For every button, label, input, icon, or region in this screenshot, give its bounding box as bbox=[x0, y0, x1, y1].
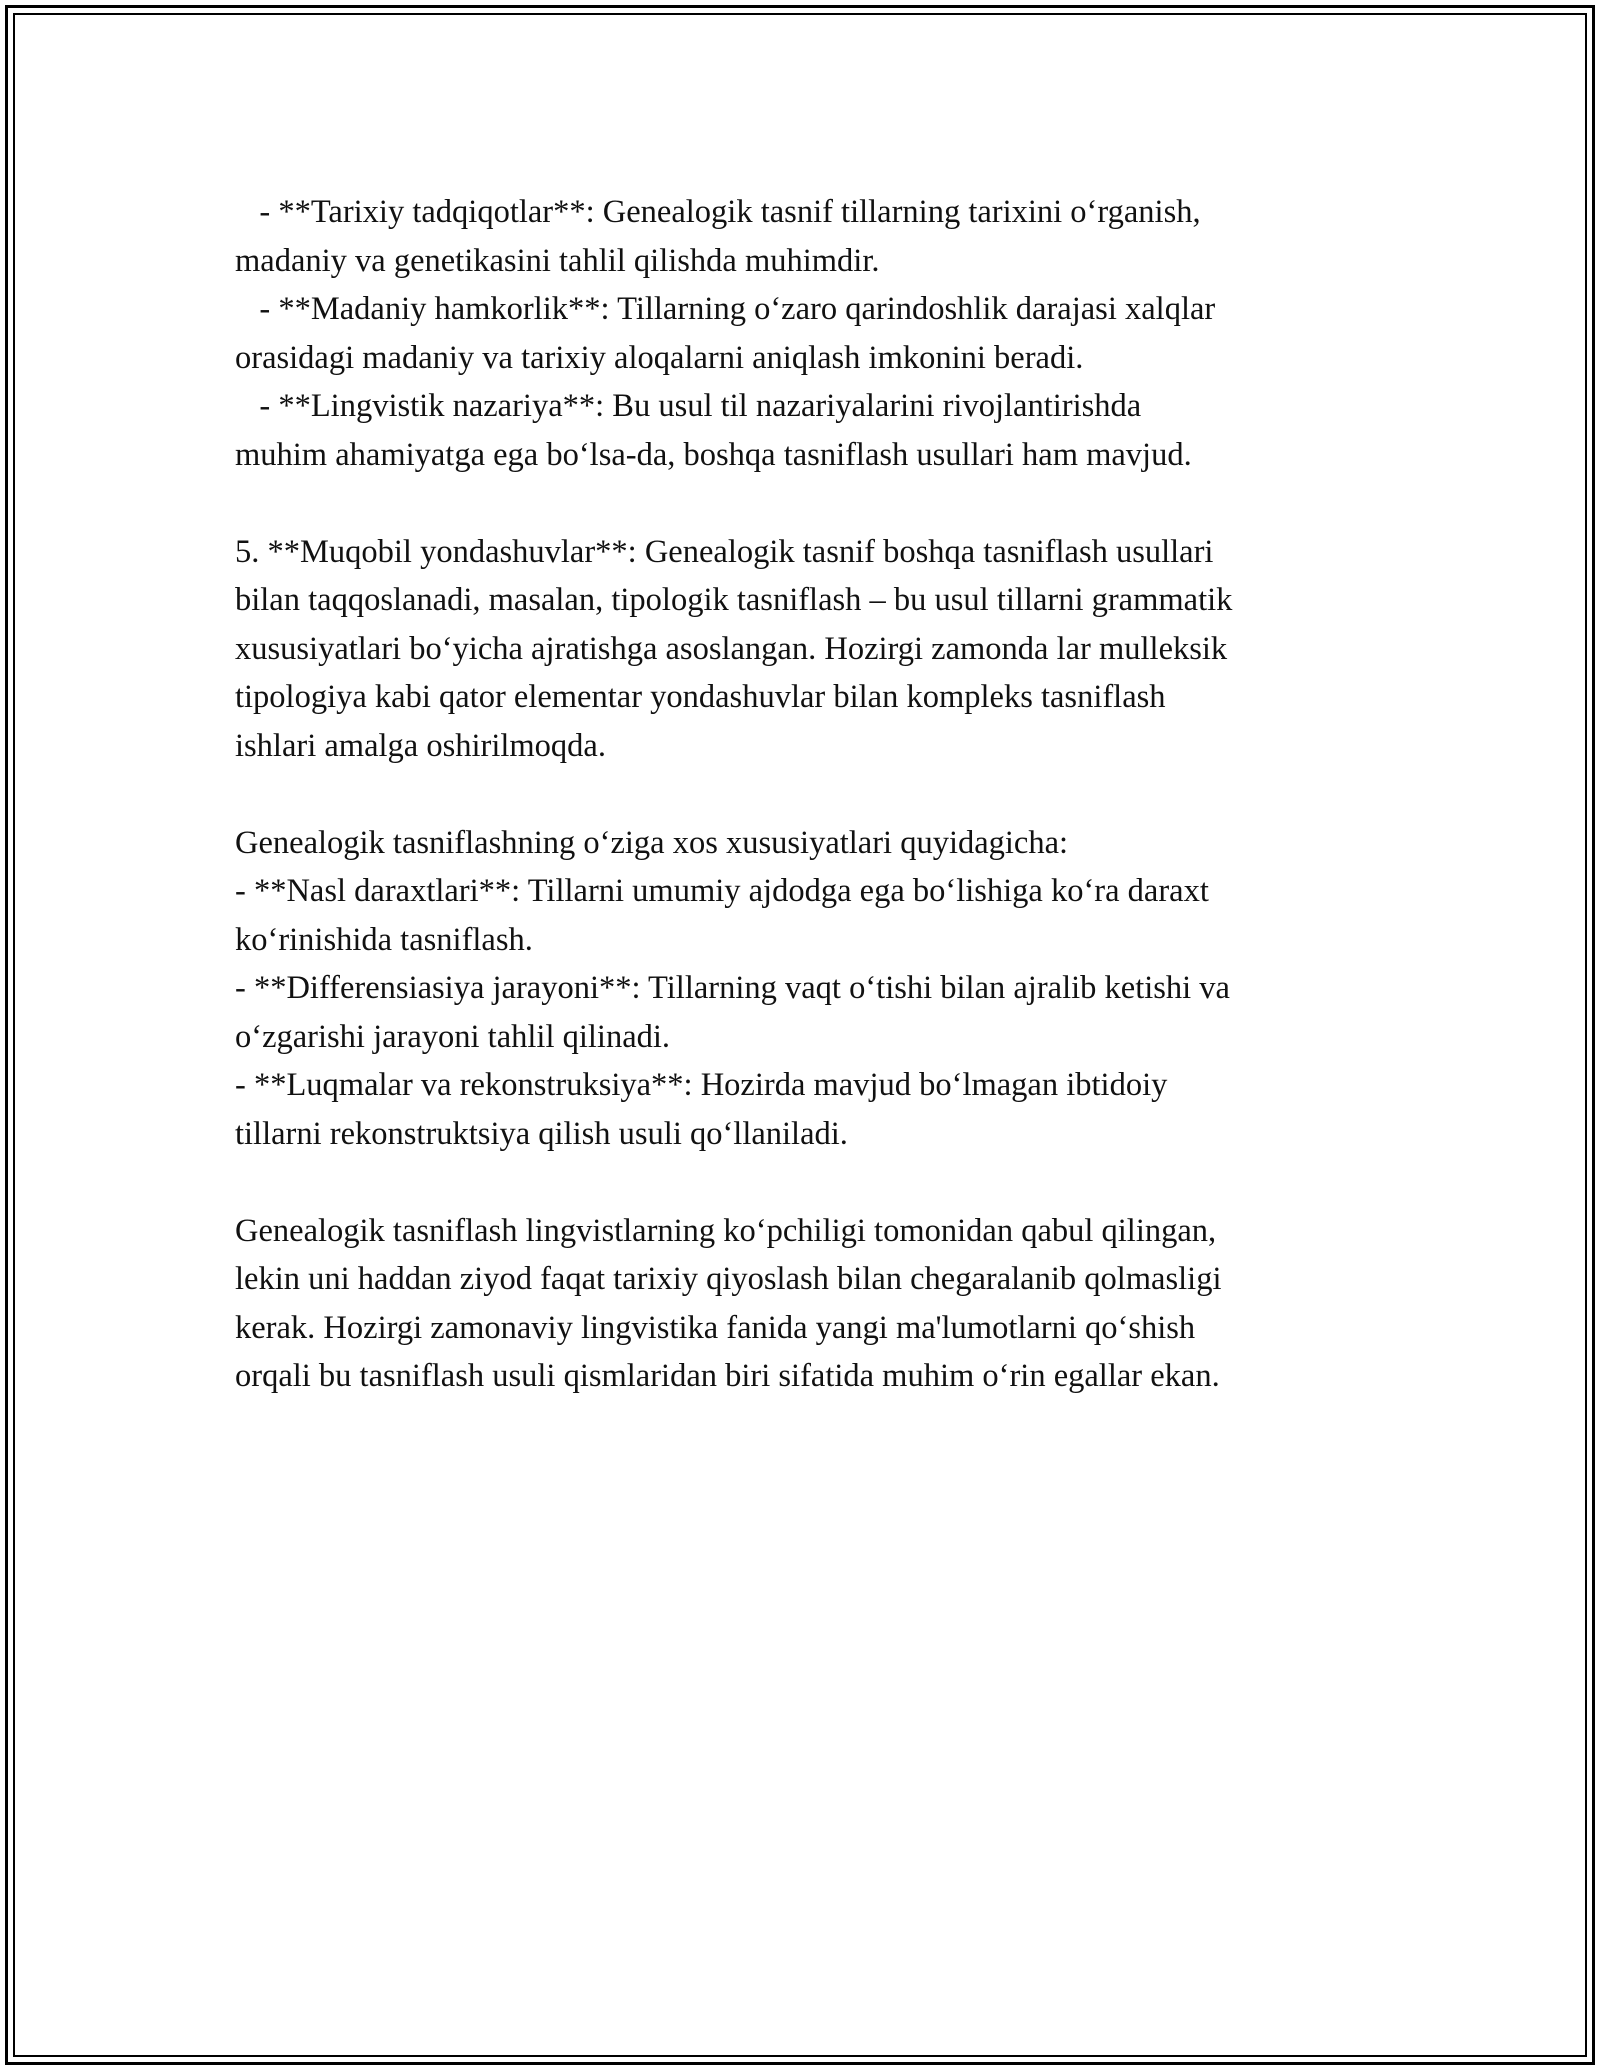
text-line: orqali bu tasniflash usuli qismlaridan biri sifatida muhim o‘rin egallar ekan. bbox=[235, 1358, 1220, 1394]
paragraph-spacer bbox=[235, 1158, 1385, 1207]
text-line: - **Lingvistik nazariya**: Bu usul til nazariyalarini rivojlantirishda bbox=[235, 388, 1142, 424]
text-line: - **Nasl daraxtlari**: Tillarni umumiy ajdodga ega bo‘lishiga ko‘ra daraxt bbox=[235, 873, 1209, 909]
text-line: - **Luqmalar va rekonstruksiya**: Hozirda mavjud bo‘lmagan ibtidoiy bbox=[235, 1067, 1168, 1103]
paragraph-spacer bbox=[235, 479, 1385, 528]
text-line: Genealogik tasniflash lingvistlarning ko‘pchiligi tomonidan qabul qilingan, bbox=[235, 1212, 1217, 1249]
text-line: muhim ahamiyatga ega bo‘lsa-da, boshqa tasniflash usullari ham mavjud. bbox=[235, 436, 1192, 473]
paragraph-spacer bbox=[235, 770, 1385, 819]
text-line: bilan taqqoslanadi, masalan, tipologik tasniflash – bu usul tillarni grammatik bbox=[235, 582, 1233, 618]
text-line: orasidagi madaniy va tarixiy aloqalarni aniqlash imkonini beradi. bbox=[235, 339, 1084, 376]
paragraph-conclusion bbox=[235, 1207, 1385, 1401]
text-line: kerak. Hozirgi zamonaviy lingvistika fanida yangi ma'lumotlarni qo‘shish bbox=[235, 1309, 1196, 1346]
document-body bbox=[235, 188, 1385, 1401]
text-line: tillarni rekonstruktsiya qilish usuli qo‘llaniladi. bbox=[235, 1115, 848, 1152]
text-line: - **Differensiasiya jarayoni**: Tillarning vaqt o‘tishi bilan ajralib ketishi va bbox=[235, 970, 1230, 1006]
text-line: Genealogik tasniflashning o‘ziga xos xususiyatlari quyidagicha: bbox=[235, 824, 1069, 861]
text-line: lekin uni haddan ziyod faqat tarixiy qiyoslash bilan chegaralanib qolmasligi bbox=[235, 1261, 1222, 1297]
text-line: ko‘rinishida tasniflash. bbox=[235, 921, 533, 958]
paragraph-alternative-approaches bbox=[235, 528, 1385, 771]
text-line: tipologiya kabi qator elementar yondashuvlar bilan kompleks tasniflash bbox=[235, 679, 1166, 715]
text-line: madaniy va genetikasini tahlil qilishda muhimdir. bbox=[235, 242, 880, 279]
paragraph-specific-features bbox=[235, 819, 1385, 1159]
paragraph-importance-list bbox=[235, 188, 1385, 479]
text-line: o‘zgarishi jarayoni tahlil qilinadi. bbox=[235, 1018, 671, 1055]
text-line: - **Madaniy hamkorlik**: Tillarning o‘zaro qarindoshlik darajasi xalqlar bbox=[235, 291, 1216, 327]
text-line: 5. **Muqobil yondashuvlar**: Genealogik tasnif boshqa tasniflash usullari bbox=[235, 533, 1214, 570]
text-line: - **Tarixiy tadqiqotlar**: Genealogik tasnif tillarning tarixini o‘rganish, bbox=[235, 194, 1201, 230]
text-line: ishlari amalga oshirilmoqda. bbox=[235, 727, 606, 764]
text-line: xususiyatlari bo‘yicha ajratishga asoslangan. Hozirgi zamonda lar mulleksik bbox=[235, 630, 1228, 667]
